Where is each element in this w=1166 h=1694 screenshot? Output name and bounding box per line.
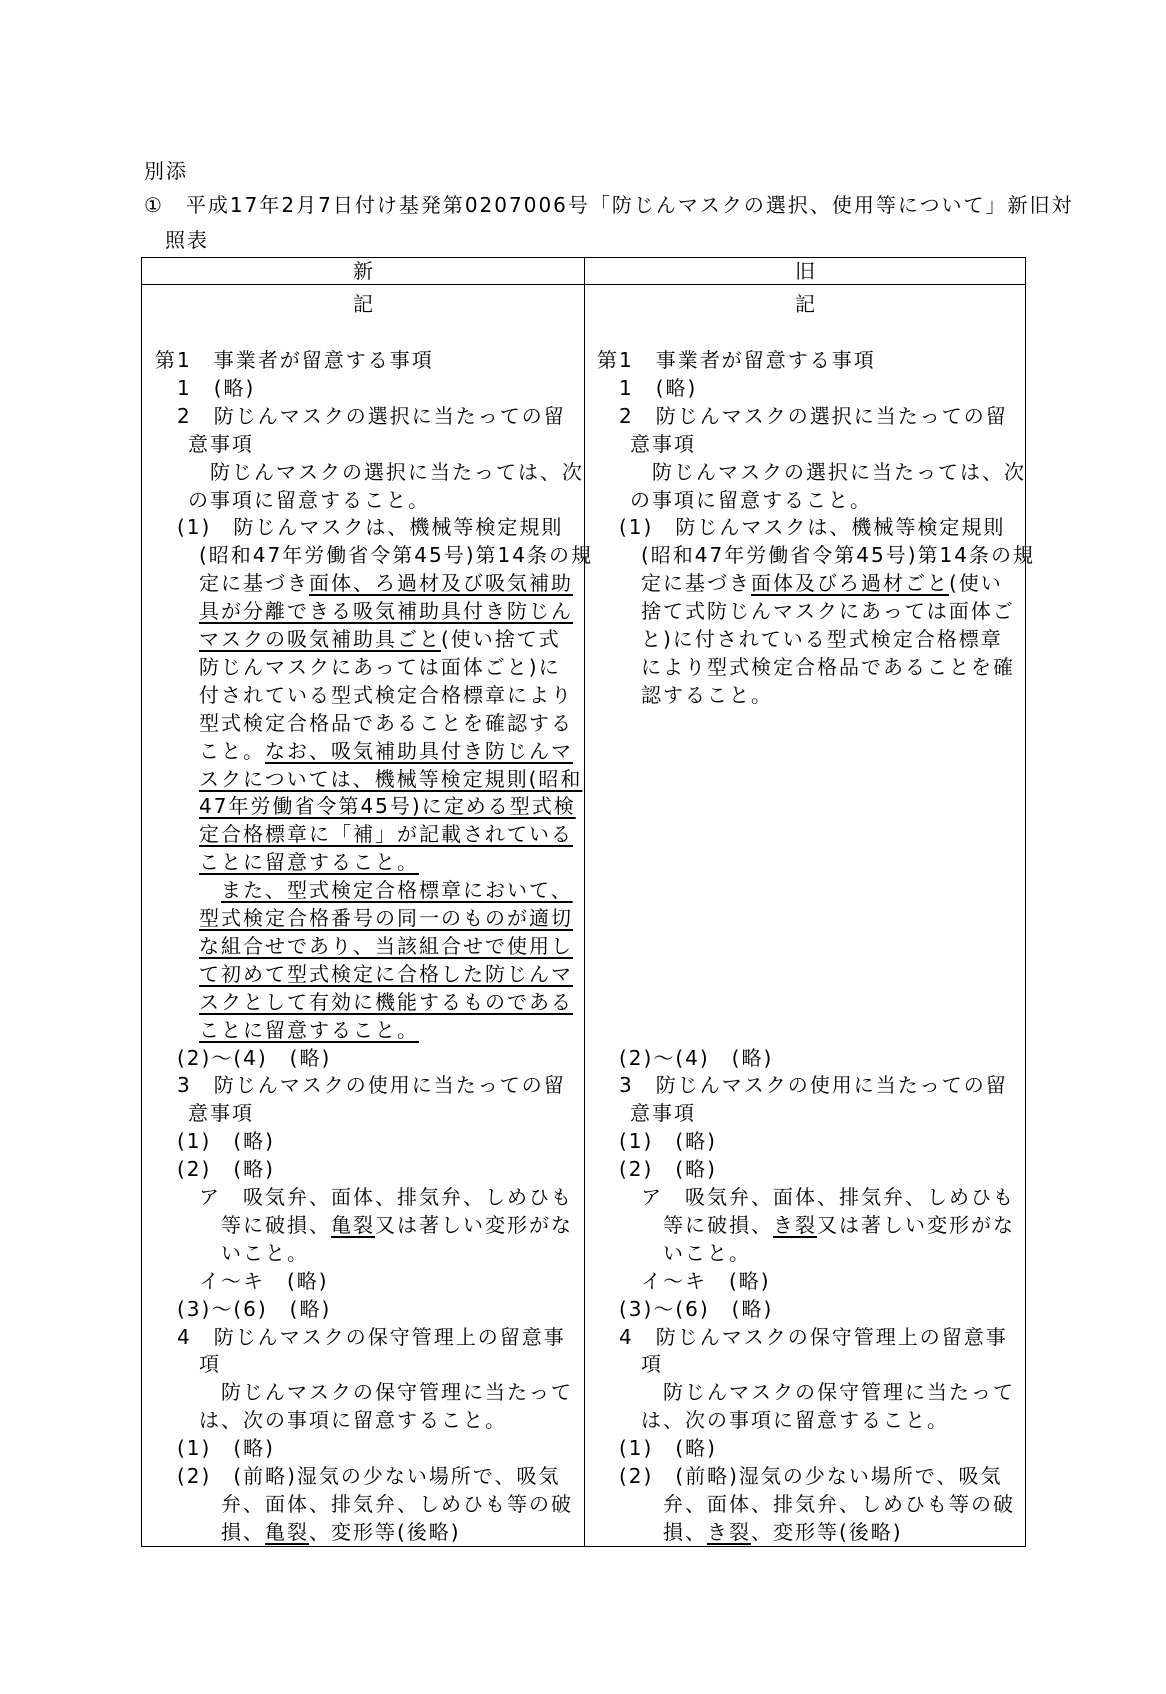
text-line: [177, 1295, 331, 1323]
text-line: [199, 1406, 507, 1434]
text-segment: (2) (前略)湿気の少ない場所で、吸気: [619, 1464, 1003, 1488]
text-line: [199, 681, 573, 709]
text-line: [619, 1071, 1008, 1099]
text-segment: は、次の事項に留意すること。: [199, 1408, 507, 1433]
text-segment: 2 防じんマスクの選択に当たっての留: [177, 403, 566, 428]
underlined-revision: 亀裂: [331, 1212, 375, 1237]
text-line: [199, 597, 573, 625]
underlined-revision: 具が分離できる吸気補助具付き防じん: [199, 599, 573, 624]
text-segment: 3 防じんマスクの使用に当たっての留: [177, 1073, 566, 1098]
text-line: [177, 513, 563, 541]
text-line: [619, 1323, 1008, 1351]
text-line: [221, 1518, 461, 1546]
text-segment: 捨て式防じんマスクにあっては面体ご: [641, 599, 1015, 624]
text-segment: 付されている型式検定合格標章により: [199, 682, 573, 707]
text-segment: ア 吸気弁、面体、排気弁、しめひも: [199, 1185, 573, 1209]
comparison-table: [141, 257, 1035, 1547]
text-line: [663, 1378, 1015, 1406]
underlined-revision: 型式検定合格番号の同一のものが適切: [199, 906, 573, 930]
text-segment: 等に破損、: [221, 1212, 331, 1237]
text-line: [641, 1267, 771, 1295]
text-line: [199, 932, 573, 960]
text-line: [199, 1016, 419, 1044]
text-line: [199, 541, 593, 569]
text-segment: (1) (略): [177, 1129, 275, 1154]
text-segment: (2) (略): [177, 1157, 275, 1182]
text-segment: (2)〜(4) (略): [619, 1045, 774, 1070]
underlined-revision: また、型式検定合格標章において、: [221, 878, 573, 903]
text-segment: 損、: [221, 1519, 265, 1544]
underlined-revision: て初めて型式検定に合格した防じんマ: [199, 961, 573, 986]
text-line: [199, 737, 573, 765]
text-line: [663, 1518, 903, 1546]
text-line: [199, 569, 573, 597]
text-segment: 弁、面体、排気弁、しめひも等の破: [663, 1491, 1015, 1516]
underlined-revision: な組合せであり、当該組合せで使用し: [199, 933, 573, 958]
text-segment: により型式検定合格品であることを確: [641, 654, 1015, 679]
text-segment: (2) (略): [619, 1157, 717, 1182]
text-segment: いこと。: [221, 1240, 309, 1265]
text-line: [619, 1434, 717, 1462]
text-segment: 4 防じんマスクの保守管理上の留意事: [619, 1324, 1008, 1349]
text-segment: 、変形等(後略): [309, 1519, 461, 1544]
column-divider: [584, 258, 585, 1546]
text-line: [177, 1434, 275, 1462]
text-segment: (3)〜(6) (略): [177, 1296, 332, 1321]
text-segment: 2 防じんマスクの選択に当たっての留: [619, 403, 1008, 428]
new-column-header: 新: [353, 259, 373, 283]
underlined-revision: き裂: [707, 1519, 751, 1544]
text-line: [199, 625, 561, 653]
text-segment: 3 防じんマスクの使用に当たっての留: [619, 1073, 1008, 1098]
underlined-revision: スクとして有効に機能するものである: [199, 989, 573, 1014]
text-line: [619, 1127, 717, 1155]
text-line: [177, 402, 566, 430]
text-line: [177, 1044, 331, 1072]
text-segment: は、次の事項に留意すること。: [641, 1408, 949, 1433]
text-line: [630, 1099, 696, 1127]
text-segment: 防じんマスクにあっては面体ごと)に: [199, 654, 561, 679]
document-title-continued: 照表: [165, 228, 209, 252]
text-line: [155, 346, 434, 374]
text-segment: (2) (前略)湿気の少ない場所で、吸気: [177, 1464, 561, 1488]
text-segment: 型式検定合格品であることを確認する: [199, 710, 573, 735]
text-segment: (昭和47年労働省令第45号)第14条の規: [199, 543, 593, 568]
text-segment: (使い: [949, 571, 1003, 596]
text-line: [199, 653, 561, 681]
text-line: [597, 346, 876, 374]
underlined-revision: ことに留意すること。: [199, 1017, 419, 1042]
underlined-revision: スクについては、機械等検定規則(昭和: [199, 766, 583, 791]
underlined-revision: 面体及びろ過材ごと: [751, 571, 949, 596]
text-line: [619, 374, 697, 402]
text-line: [199, 904, 573, 932]
text-line: [619, 402, 1008, 430]
text-line: [199, 1183, 573, 1211]
text-line: [619, 1295, 773, 1323]
text-segment: 定に基づき: [641, 571, 751, 596]
text-segment: ア 吸気弁、面体、排気弁、しめひも: [641, 1185, 1015, 1209]
old-column-header: 旧: [795, 259, 815, 283]
text-segment: (1) (略): [619, 1129, 717, 1154]
text-segment: 又は著しい変形がな: [375, 1212, 573, 1237]
underlined-revision: なお、吸気補助具付き防じんマ: [265, 738, 573, 763]
text-line: [663, 1490, 1015, 1518]
text-segment: 意事項: [188, 431, 254, 456]
text-line: [663, 1211, 1015, 1239]
text-segment: 第1 事業者が留意する事項: [155, 348, 434, 372]
text-segment: 定に基づき: [199, 571, 309, 596]
text-segment: 防じんマスクの選択に当たっては、次: [652, 459, 1026, 484]
text-line: [641, 681, 773, 709]
text-segment: 防じんマスクの保守管理に当たって: [221, 1380, 573, 1405]
underlined-revision: き裂: [773, 1212, 817, 1237]
text-line: [641, 625, 1003, 653]
text-segment: (1) (略): [619, 1436, 717, 1461]
text-segment: (1) (略): [177, 1436, 275, 1461]
text-line: [177, 1323, 566, 1351]
text-segment: 意事項: [630, 431, 696, 456]
old-ki-heading: 記: [795, 292, 815, 316]
underlined-revision: マスクの吸気補助具ごと: [199, 627, 441, 651]
text-segment: 認すること。: [641, 682, 773, 707]
text-line: [619, 1044, 773, 1072]
text-line: [641, 597, 1015, 625]
text-segment: いこと。: [663, 1240, 751, 1265]
text-segment: (使い捨て式: [441, 627, 561, 651]
text-segment: 1 (略): [177, 375, 256, 400]
text-line: [641, 569, 1003, 597]
text-line: [641, 653, 1015, 681]
text-segment: 弁、面体、排気弁、しめひも等の破: [221, 1491, 573, 1516]
new-ki-heading: 記: [353, 292, 373, 316]
underlined-revision: ことに留意すること。: [199, 850, 419, 875]
attachment-label: 別添: [144, 159, 188, 183]
text-segment: と)に付されている型式検定合格標章: [641, 627, 1003, 651]
text-segment: 1 (略): [619, 375, 698, 400]
text-line: [663, 1239, 751, 1267]
text-segment: 項: [641, 1352, 663, 1377]
text-segment: の事項に留意すること。: [188, 487, 430, 512]
text-line: [221, 1239, 309, 1267]
text-line: [199, 709, 573, 737]
text-line: [199, 960, 573, 988]
underlined-revision: 亀裂: [265, 1519, 309, 1544]
text-line: [188, 486, 430, 514]
text-line: [630, 430, 696, 458]
text-line: [188, 1099, 254, 1127]
text-segment: の事項に留意すること。: [630, 487, 872, 512]
underlined-revision: 面体、ろ過材及び吸気補助: [309, 571, 573, 596]
text-line: [199, 765, 582, 793]
text-segment: 又は著しい変形がな: [817, 1212, 1015, 1237]
text-segment: 第1 事業者が留意する事項: [597, 348, 876, 372]
underlined-revision: 定合格標章に「補」が記載されている: [199, 822, 573, 847]
text-segment: イ〜キ (略): [199, 1268, 329, 1293]
text-segment: 防じんマスクの選択に当たっては、次: [210, 459, 584, 484]
text-segment: 損、: [663, 1519, 707, 1544]
text-line: [221, 1490, 573, 1518]
text-line: [619, 1155, 717, 1183]
document-title: ① 平成17年2月7日付け基発第0207006号「防じんマスクの選択、使用等について」新旧対: [144, 193, 1074, 217]
text-segment: 4 防じんマスクの保守管理上の留意事: [177, 1324, 566, 1349]
text-line: [619, 513, 1005, 541]
text-line: [177, 1071, 566, 1099]
text-segment: 、変形等(後略): [751, 1519, 903, 1544]
text-line: [221, 1378, 573, 1406]
text-line: [641, 1350, 663, 1378]
text-segment: 防じんマスクの保守管理に当たって: [663, 1380, 1015, 1405]
text-line: [221, 1211, 573, 1239]
text-line: [199, 1350, 221, 1378]
text-line: [641, 1183, 1015, 1211]
text-line: [199, 792, 576, 820]
text-segment: イ〜キ (略): [641, 1268, 771, 1293]
text-segment: 意事項: [630, 1101, 696, 1126]
text-line: [177, 374, 255, 402]
text-line: [641, 1406, 949, 1434]
text-line: [188, 430, 254, 458]
text-segment: 等に破損、: [663, 1212, 773, 1237]
text-line: [199, 848, 419, 876]
text-segment: (昭和47年労働省令第45号)第14条の規: [641, 543, 1035, 568]
text-segment: (3)〜(6) (略): [619, 1296, 774, 1321]
text-segment: 意事項: [188, 1101, 254, 1126]
text-segment: (1) 防じんマスクは、機械等検定規則: [177, 515, 564, 540]
text-line: [177, 1462, 561, 1490]
text-line: [177, 1127, 275, 1155]
text-line: [199, 820, 573, 848]
text-segment: (2)〜(4) (略): [177, 1045, 332, 1070]
text-line: [619, 1462, 1003, 1490]
text-line: [177, 1155, 275, 1183]
text-segment: (1) 防じんマスクは、機械等検定規則: [619, 515, 1006, 540]
text-segment: こと。: [199, 738, 265, 763]
text-line: [221, 876, 573, 904]
underlined-revision: 47年労働省令第45号)に定める型式検: [199, 794, 576, 819]
text-line: [630, 486, 872, 514]
text-line: [652, 458, 1026, 486]
text-line: [210, 458, 584, 486]
text-line: [199, 988, 573, 1016]
text-segment: 項: [199, 1352, 221, 1377]
text-line: [641, 541, 1035, 569]
text-line: [199, 1267, 329, 1295]
